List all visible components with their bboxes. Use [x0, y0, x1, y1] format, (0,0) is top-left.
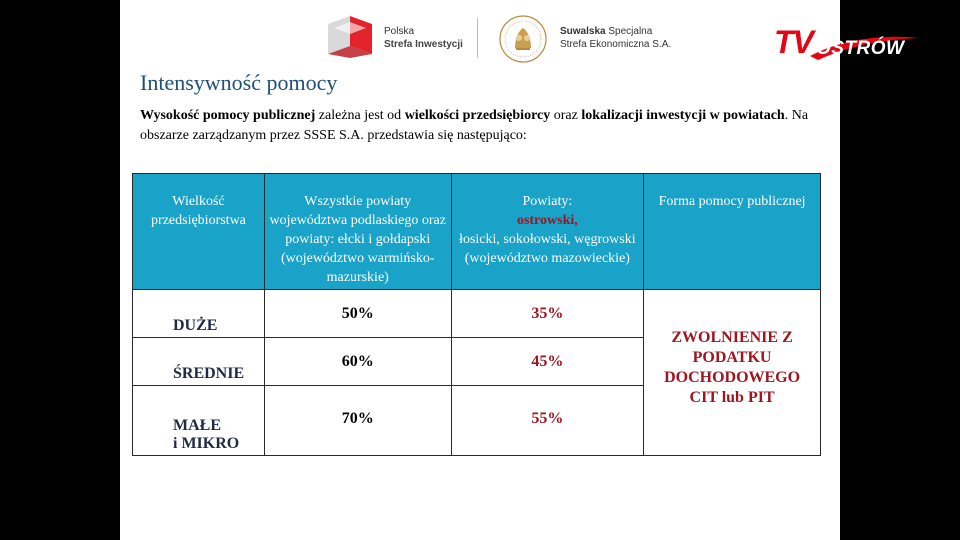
row-large-selected: 35%	[451, 290, 644, 338]
logo-divider	[477, 18, 478, 58]
header-counties-rest: łosicki, sokołowski, węgrowski (województwo mazowieckie)	[459, 232, 636, 266]
form-of-aid-cell	[644, 290, 821, 456]
header-form: Forma pomocy publicznej	[644, 174, 821, 290]
form-line-1: ZWOLNIENIE Z	[671, 328, 793, 346]
ssse-logo-line1	[560, 25, 671, 38]
row-large-all: 50%	[264, 290, 451, 338]
tv-channel-name: OSTRÓW	[816, 38, 905, 59]
header-all-counties: Wszystkie powiaty województwa podlaskiego oraz powiaty: ełcki i gołdapski (województwo warmińsko-mazurskie)	[264, 174, 451, 290]
psi-logo-line1: Polska	[384, 26, 415, 37]
ssse-logo-line2: Strefa Ekonomiczna S.A.	[560, 39, 672, 50]
aid-intensity-table	[132, 173, 821, 456]
row-small-selected: 55%	[451, 386, 644, 456]
psi-logo-text	[384, 25, 463, 51]
form-line-4: CIT lub PIT	[689, 388, 775, 406]
polska-strefa-inwestycji-logo-icon	[328, 16, 378, 58]
row-small-all: 70%	[264, 386, 451, 456]
header-counties-highlight: ostrowski,	[516, 213, 578, 228]
slide-title: Intensywność pomocy	[140, 70, 338, 95]
intro-text-3: . Na obszarze zarządzanym przez SSSE S.A. przedstawia się następująco:	[140, 108, 809, 143]
row-medium-all: 60%	[264, 338, 451, 386]
ssse-seal-icon	[498, 14, 548, 64]
intro-text-1: zależna jest od	[315, 108, 405, 123]
intro-bold-3: lokalizacji inwestycji w powiatach	[581, 108, 785, 123]
form-line-3: DOCHODOWEGO	[664, 368, 801, 386]
table-header-row	[133, 174, 821, 290]
ssse-logo-rest: Specjalna	[605, 26, 653, 37]
intro-bold-1: Wysokość pomocy publicznej	[140, 108, 316, 123]
ssse-logo-bold: Suwalska	[560, 26, 606, 37]
header-size: Wielkość przedsiębiorstwa	[133, 174, 265, 290]
row-size-small-line2: i MIKRO	[173, 435, 240, 452]
psi-logo-line2: Strefa Inwestycji	[384, 39, 463, 50]
row-size-small	[133, 386, 265, 456]
row-size-small-line1: MAŁE	[173, 417, 221, 434]
row-medium-selected: 45%	[451, 338, 644, 386]
presentation-slide	[120, 0, 840, 540]
row-size-medium: ŚREDNIE	[133, 338, 265, 386]
header-selected-counties	[451, 174, 644, 290]
tv-ostrow-badge	[770, 26, 920, 66]
ssse-logo-text	[560, 25, 671, 51]
intro-bold-2: wielkości przedsiębiorcy	[404, 108, 551, 123]
table-row	[133, 290, 821, 338]
form-line-2: PODATKU	[692, 348, 772, 366]
intro-paragraph	[140, 106, 820, 146]
tv-logo-text: TV	[774, 24, 813, 60]
row-size-large: DUŻE	[133, 290, 265, 338]
intro-text-2: oraz	[550, 108, 582, 123]
header-counties-prefix: Powiaty:	[522, 194, 573, 209]
